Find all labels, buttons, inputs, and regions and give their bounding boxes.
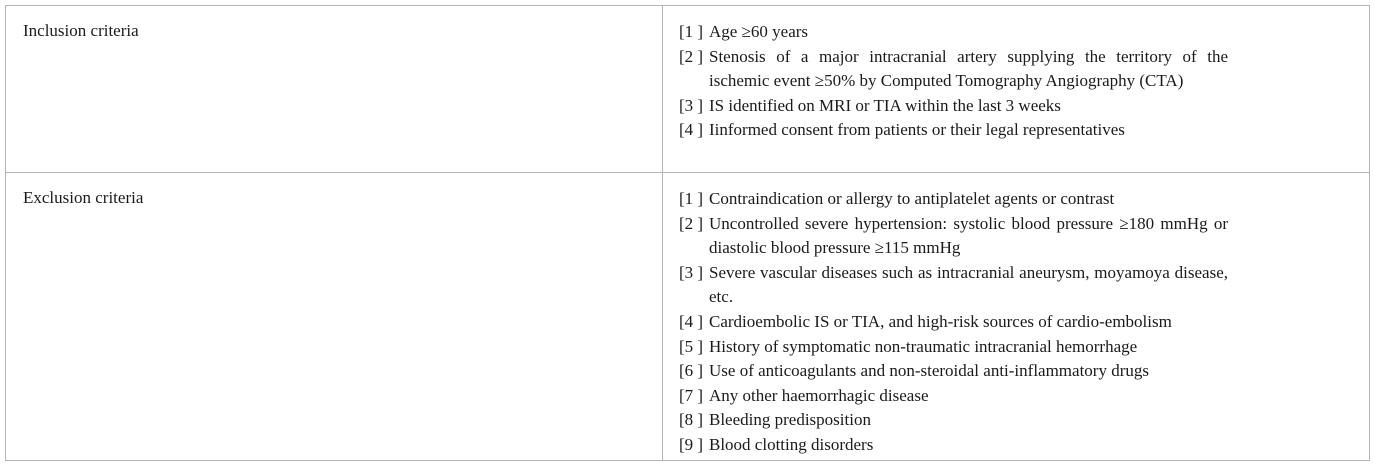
list-item	[679, 261, 1228, 310]
item-text: Age ≥60 years	[709, 22, 809, 41]
item-number: [6 ]	[679, 361, 704, 381]
item-number: [3 ]	[679, 95, 704, 115]
item-text: Any other haemorrhagic disease	[709, 385, 929, 405]
item-number: [9 ]	[679, 434, 704, 454]
item-number: [2 ]	[679, 46, 704, 66]
list-item	[679, 335, 1228, 360]
list-item	[679, 118, 1228, 143]
item-number: [8 ]	[679, 410, 704, 430]
item-number: [1 ]	[679, 22, 704, 41]
item-number: [7 ]	[679, 385, 704, 405]
list-item	[679, 433, 1228, 458]
item-text: History of symptomatic non-traumatic intracranial hemorrhage	[709, 336, 1138, 356]
item-number: [3 ]	[679, 262, 704, 282]
item-text: Bleeding predisposition	[709, 410, 871, 430]
list-item	[679, 408, 1228, 433]
item-number: [1 ]	[679, 189, 704, 208]
item-number: [4 ]	[679, 311, 704, 331]
table-row-exclusion	[6, 173, 1369, 460]
list-item	[679, 20, 1228, 45]
list-item	[679, 212, 1228, 261]
item-text: Iinformed consent from patients or their legal representatives	[709, 120, 1125, 140]
inclusion-criteria-list	[679, 20, 1228, 143]
list-item	[679, 384, 1228, 409]
item-text: Uncontrolled severe hypertension: systolic blood pressure ≥180 mmHg or diastolic blood pressure ≥115 mmHg	[709, 213, 1228, 258]
item-number: [5 ]	[679, 336, 704, 356]
item-text: Contraindication or allergy to antiplatelet agents or contrast	[709, 189, 1115, 208]
list-item	[679, 187, 1228, 212]
list-item	[679, 359, 1228, 384]
list-item	[679, 45, 1228, 94]
row-label-exclusion: Exclusion criteria	[23, 188, 144, 207]
table-row-inclusion	[6, 6, 1369, 173]
item-text: Cardioembolic IS or TIA, and high-risk sources of cardio-embolism	[709, 311, 1172, 331]
list-item	[679, 94, 1228, 119]
item-text: Blood clotting disorders	[709, 434, 874, 454]
item-text: Use of anticoagulants and non-steroidal anti-inflammatory drugs	[709, 361, 1149, 381]
row-label-inclusion: Inclusion criteria	[23, 21, 139, 40]
item-number: [4 ]	[679, 120, 704, 140]
criteria-table	[5, 5, 1370, 461]
exclusion-criteria-list	[679, 187, 1228, 458]
item-number: [2 ]	[679, 213, 704, 233]
item-text: Severe vascular diseases such as intracranial aneurysm, moyamoya disease, etc.	[709, 262, 1228, 307]
item-text: IS identified on MRI or TIA within the last 3 weeks	[709, 95, 1061, 115]
list-item	[679, 310, 1228, 335]
item-text: Stenosis of a major intracranial artery supplying the territory of the ischemic event ≥50% by Computed Tomography Angiography (CTA)	[709, 46, 1228, 91]
